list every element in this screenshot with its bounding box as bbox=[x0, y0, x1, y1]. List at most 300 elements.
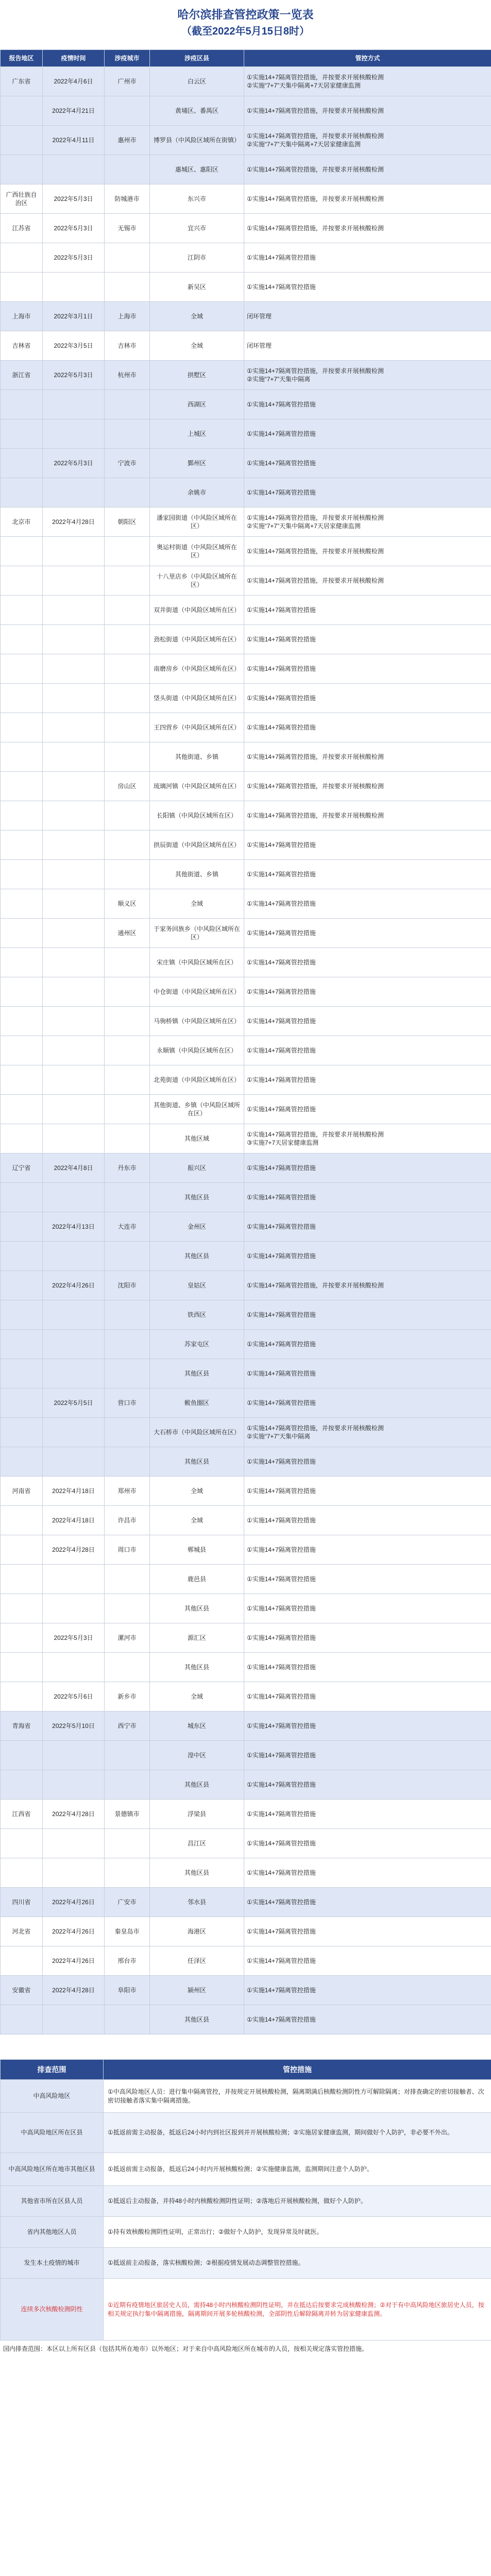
measure-line-1: ①实施14+7隔离管控措施 bbox=[247, 1194, 316, 1201]
cell-city bbox=[105, 860, 150, 889]
measure-line-1: ①实施14+7隔离管控措施 bbox=[247, 401, 316, 408]
cell-region: 广东省 bbox=[1, 67, 43, 96]
section-gap bbox=[0, 2035, 491, 2059]
measures-scope: 中高风险地区所在地市其他区县 bbox=[1, 2153, 104, 2186]
cell-date bbox=[43, 1242, 105, 1271]
cell-measure bbox=[244, 1212, 491, 1242]
measure-line-1: ①实施14+7隔离管控措施 bbox=[247, 1928, 316, 1935]
cell-measure bbox=[244, 1946, 491, 1976]
cell-city bbox=[105, 1242, 150, 1271]
measure-line-1: ①实施14+7隔离管控措施 bbox=[247, 489, 316, 496]
cell-city: 西宁市 bbox=[105, 1711, 150, 1741]
measure-line-1: ①实施14+7隔离管控措施，并按要求开展核酸检测 bbox=[247, 577, 384, 584]
cell-city: 景德镇市 bbox=[105, 1800, 150, 1829]
measure-line-1: ①实施14+7隔离管控措施 bbox=[247, 636, 316, 643]
measures-scope: 发生本土疫情的城市 bbox=[1, 2248, 104, 2279]
cell-date bbox=[43, 566, 105, 596]
table-row bbox=[1, 1388, 491, 1418]
cell-city bbox=[105, 742, 150, 772]
measure-line-1: ①实施14+7隔离管控措施 bbox=[247, 1752, 316, 1759]
cell-region bbox=[1, 1946, 43, 1976]
cell-measure bbox=[244, 1183, 491, 1212]
cell-region bbox=[1, 977, 43, 1007]
cell-area: 惠城区、惠阳区 bbox=[150, 155, 244, 184]
cell-city bbox=[105, 1007, 150, 1036]
table-row bbox=[1, 977, 491, 1007]
cell-city bbox=[105, 1300, 150, 1330]
table-row bbox=[1, 1065, 491, 1095]
cell-area: 奥运村街道（中风险区域所在区） bbox=[150, 537, 244, 566]
cell-date bbox=[43, 1007, 105, 1036]
cell-date bbox=[43, 1594, 105, 1623]
cell-area: 上城区 bbox=[150, 419, 244, 449]
cell-region: 江西省 bbox=[1, 1800, 43, 1829]
cell-date: 2022年4月13日 bbox=[43, 1212, 105, 1242]
cell-area: 其他街道、乡镇 bbox=[150, 742, 244, 772]
measures-header-action: 管控措施 bbox=[104, 2060, 491, 2080]
cell-measure bbox=[244, 1388, 491, 1418]
cell-city bbox=[105, 831, 150, 860]
measure-line-1: ①实施14+7隔离管控措施 bbox=[247, 1252, 316, 1260]
cell-measure bbox=[244, 184, 491, 214]
measure-line-1: ①实施14+7隔离管控措施 bbox=[247, 694, 316, 702]
cell-measure bbox=[244, 1036, 491, 1065]
measures-row bbox=[1, 2217, 491, 2248]
measure-line-1: ①实施14+7隔离管控措施 bbox=[247, 1605, 316, 1612]
cell-measure bbox=[244, 831, 491, 860]
table-row bbox=[1, 1477, 491, 1506]
cell-region bbox=[1, 889, 43, 919]
cell-area: 鹿邑县 bbox=[150, 1565, 244, 1594]
measure-line-1: ①实施14+7隔离管控措施 bbox=[247, 1664, 316, 1671]
cell-city bbox=[105, 977, 150, 1007]
table-row bbox=[1, 625, 491, 654]
cell-date: 2022年4月28日 bbox=[43, 1976, 105, 2005]
table-row bbox=[1, 96, 491, 126]
cell-region: 上海市 bbox=[1, 302, 43, 331]
measure-line-1: ①实施14+7隔离管控措施 bbox=[247, 1223, 316, 1230]
cell-measure bbox=[244, 96, 491, 126]
cell-measure bbox=[244, 1330, 491, 1359]
cell-region bbox=[1, 243, 43, 273]
cell-date: 2022年4月11日 bbox=[43, 126, 105, 155]
cell-city bbox=[105, 1565, 150, 1594]
cell-date bbox=[43, 1095, 105, 1124]
cell-measure bbox=[244, 625, 491, 654]
cell-date: 2022年3月1日 bbox=[43, 302, 105, 331]
measure-line-1: ①实施14+7隔离管控措施 bbox=[247, 988, 316, 995]
table-row bbox=[1, 507, 491, 537]
cell-city bbox=[105, 625, 150, 654]
table-row bbox=[1, 361, 491, 390]
cell-date: 2022年5月3日 bbox=[43, 1623, 105, 1653]
cell-date bbox=[43, 1565, 105, 1594]
measures-row bbox=[1, 2113, 491, 2153]
table-row bbox=[1, 1212, 491, 1242]
measure-line-1: ①实施14+7隔离管控措施，并按要求开展核酸检测 bbox=[247, 195, 384, 202]
cell-area: 振兴区 bbox=[150, 1154, 244, 1183]
measure-line-1: ①实施14+7隔离管控措施，并按要求开展核酸检测 bbox=[247, 225, 384, 232]
cell-region bbox=[1, 742, 43, 772]
cell-city: 朝阳区 bbox=[105, 507, 150, 537]
cell-date bbox=[43, 1183, 105, 1212]
cell-city: 郑州市 bbox=[105, 1477, 150, 1506]
measures-scope: 省内其他地区人员 bbox=[1, 2217, 104, 2248]
table-row bbox=[1, 449, 491, 478]
cell-measure bbox=[244, 390, 491, 419]
cell-area: 其他区域 bbox=[150, 1124, 244, 1154]
table-row bbox=[1, 302, 491, 331]
cell-region bbox=[1, 860, 43, 889]
cell-measure bbox=[244, 1623, 491, 1653]
cell-area: 其他区县 bbox=[150, 1183, 244, 1212]
cell-city bbox=[105, 273, 150, 302]
measures-action: ①持有效核酸检测阴性证明，正常出行；②做好个人防护，发现异常及时就医。 bbox=[104, 2217, 491, 2248]
cell-area: 其他区县 bbox=[150, 1858, 244, 1888]
cell-measure bbox=[244, 1359, 491, 1388]
cell-date bbox=[43, 948, 105, 977]
cell-region bbox=[1, 1124, 43, 1154]
cell-area: 潘家园街道（中风险区域所在区） bbox=[150, 507, 244, 537]
measure-line-1: ①实施14+7隔离管控措施 bbox=[247, 1399, 316, 1406]
cell-region: 北京市 bbox=[1, 507, 43, 537]
cell-area: 永顺镇（中风险区域所在区） bbox=[150, 1036, 244, 1065]
cell-city bbox=[105, 155, 150, 184]
cell-date bbox=[43, 273, 105, 302]
table-row bbox=[1, 1623, 491, 1653]
cell-city bbox=[105, 566, 150, 596]
cell-city: 房山区 bbox=[105, 772, 150, 801]
measure-line-1: ①实施14+7隔离管控措施 bbox=[247, 430, 316, 437]
cell-measure bbox=[244, 243, 491, 273]
measures-header-row bbox=[1, 2060, 491, 2080]
table-row bbox=[1, 331, 491, 361]
cell-date bbox=[43, 713, 105, 742]
cell-city: 吉林市 bbox=[105, 331, 150, 361]
cell-region bbox=[1, 1565, 43, 1594]
table-row bbox=[1, 419, 491, 449]
measures-action: ①抵返后主动报备，并持48小时内核酸检测阴性证明；②落地后开展核酸检测，做好个人防护。 bbox=[104, 2186, 491, 2217]
cell-measure bbox=[244, 1300, 491, 1330]
measure-line-1: ①实施14+7隔离管控措施 bbox=[247, 1370, 316, 1377]
cell-area: 任泽区 bbox=[150, 1946, 244, 1976]
table-row bbox=[1, 919, 491, 948]
cell-date bbox=[43, 1300, 105, 1330]
measure-line-1: ①实施14+7隔离管控措施 bbox=[247, 1810, 316, 1818]
cell-region: 河北省 bbox=[1, 1917, 43, 1946]
cell-city bbox=[105, 596, 150, 625]
measure-line-1: ①实施14+7隔离管控措施 bbox=[247, 900, 316, 907]
cell-region bbox=[1, 1330, 43, 1359]
cell-region: 辽宁省 bbox=[1, 1154, 43, 1183]
cell-area: 铁西区 bbox=[150, 1300, 244, 1330]
cell-region: 浙江省 bbox=[1, 361, 43, 390]
table-row bbox=[1, 742, 491, 772]
measure-line-1: ①实施14+7隔离管控措施，并按要求开展核酸检测 bbox=[247, 107, 384, 114]
cell-date bbox=[43, 2005, 105, 2035]
cell-area: 其他街道、乡镇（中风险区域所在区） bbox=[150, 1095, 244, 1124]
table-row bbox=[1, 596, 491, 625]
measures-scope: 中高风险地区所在区县 bbox=[1, 2113, 104, 2153]
measure-line-1: ①实施14+7隔离管控措施，并按要求开展核酸检测 bbox=[247, 1131, 384, 1138]
cell-area: 全域 bbox=[150, 889, 244, 919]
cell-date bbox=[43, 919, 105, 948]
cell-date: 2022年4月26日 bbox=[43, 1946, 105, 1976]
cell-date bbox=[43, 1124, 105, 1154]
cell-date bbox=[43, 596, 105, 625]
measure-line-1: ①实施14+7隔离管控措施，并按要求开展核酸检测 bbox=[247, 166, 384, 173]
cell-area: 全域 bbox=[150, 1477, 244, 1506]
table-row bbox=[1, 1271, 491, 1300]
measures-action: ①抵返前需主动报备，抵返后24小时内到社区报到并开展核酸检测；②实施居家健康监测，期间做好个人防护，非必要不外出。 bbox=[104, 2113, 491, 2153]
cell-measure bbox=[244, 1976, 491, 2005]
table-row bbox=[1, 1330, 491, 1359]
cell-measure bbox=[244, 537, 491, 566]
table-row bbox=[1, 684, 491, 713]
cell-date: 2022年5月3日 bbox=[43, 361, 105, 390]
cell-measure bbox=[244, 1888, 491, 1917]
measure-line-1: ①实施14+7隔离管控措施，并按要求开展核酸检测 bbox=[247, 132, 384, 140]
cell-region bbox=[1, 831, 43, 860]
cell-city bbox=[105, 1594, 150, 1623]
cell-city: 秦皇岛市 bbox=[105, 1917, 150, 1946]
cell-area: 西湖区 bbox=[150, 390, 244, 419]
measure-line-1: ①实施14+7隔离管控措施 bbox=[247, 254, 316, 261]
measure-line-1: ①实施14+7隔离管控措施 bbox=[247, 1634, 316, 1641]
table-row bbox=[1, 1917, 491, 1946]
cell-city bbox=[105, 1653, 150, 1682]
cell-region bbox=[1, 390, 43, 419]
cell-measure bbox=[244, 1829, 491, 1858]
cell-date bbox=[43, 860, 105, 889]
table-row bbox=[1, 1741, 491, 1770]
table-row bbox=[1, 214, 491, 243]
cell-date: 2022年4月18日 bbox=[43, 1477, 105, 1506]
cell-region bbox=[1, 801, 43, 831]
measure-line-1: ①实施14+7隔离管控措施，并按要求开展核酸检测 bbox=[247, 74, 384, 81]
cell-measure bbox=[244, 155, 491, 184]
cell-city bbox=[105, 1036, 150, 1065]
cell-region bbox=[1, 1271, 43, 1300]
cell-region bbox=[1, 1359, 43, 1388]
cell-region: 安徽省 bbox=[1, 1976, 43, 2005]
table-row bbox=[1, 948, 491, 977]
cell-measure bbox=[244, 1506, 491, 1535]
cell-city bbox=[105, 1330, 150, 1359]
table-row bbox=[1, 1800, 491, 1829]
table-row bbox=[1, 1359, 491, 1388]
cell-area: 全域 bbox=[150, 1506, 244, 1535]
cell-city: 阜阳市 bbox=[105, 1976, 150, 2005]
header-region: 报告地区 bbox=[1, 50, 43, 67]
cell-measure bbox=[244, 860, 491, 889]
measure-line-1: ①实施14+7隔离管控措施 bbox=[247, 1575, 316, 1583]
cell-region bbox=[1, 537, 43, 566]
measure-line-1: ①实施14+7隔离管控措施 bbox=[247, 1693, 316, 1700]
cell-date bbox=[43, 1770, 105, 1800]
table-row bbox=[1, 889, 491, 919]
cell-region bbox=[1, 625, 43, 654]
cell-area: 双井街道（中风险区域所在区） bbox=[150, 596, 244, 625]
measure-line-2: ②实施“7+7”天集中隔离 bbox=[247, 376, 311, 383]
cell-date bbox=[43, 1359, 105, 1388]
cell-date bbox=[43, 977, 105, 1007]
cell-city bbox=[105, 1065, 150, 1095]
table-row bbox=[1, 772, 491, 801]
measure-line-1: ①实施14+7隔离管控措施 bbox=[247, 1869, 316, 1876]
cell-region bbox=[1, 1623, 43, 1653]
measure-line-1: ①实施14+7隔离管控措施 bbox=[247, 1899, 316, 1906]
cell-city: 惠州市 bbox=[105, 126, 150, 155]
measure-line-1: ①实施14+7隔离管控措施 bbox=[247, 1546, 316, 1553]
cell-city bbox=[105, 948, 150, 977]
cell-region bbox=[1, 1506, 43, 1535]
cell-city bbox=[105, 1124, 150, 1154]
cell-date bbox=[43, 419, 105, 449]
cell-measure bbox=[244, 742, 491, 772]
cell-measure bbox=[244, 361, 491, 390]
cell-area: 大石桥市（中风险区域所在区） bbox=[150, 1418, 244, 1447]
cell-area: 源汇区 bbox=[150, 1623, 244, 1653]
cell-area: 城东区 bbox=[150, 1711, 244, 1741]
cell-city: 上海市 bbox=[105, 302, 150, 331]
cell-area: 博罗县（中风险区域所在街镇） bbox=[150, 126, 244, 155]
cell-area: 北苑街道（中风险区域所在区） bbox=[150, 1065, 244, 1095]
cell-measure bbox=[244, 1477, 491, 1506]
cell-date bbox=[43, 1741, 105, 1770]
cell-measure bbox=[244, 126, 491, 155]
cell-region bbox=[1, 1418, 43, 1447]
measure-line-1: ①实施14+7隔离管控措施 bbox=[247, 871, 316, 878]
cell-measure bbox=[244, 1418, 491, 1447]
measure-line-1: ①实施14+7隔离管控措施 bbox=[247, 1487, 316, 1495]
cell-measure bbox=[244, 772, 491, 801]
cell-area: 海港区 bbox=[150, 1917, 244, 1946]
cell-city: 丹东市 bbox=[105, 1154, 150, 1183]
measures-action: ①近期有疫情地区旅居史人员，需持48小时内核酸检测阴性证明，并在抵达后按要求完成核酸检测；②对于有中高风险地区旅居史人员，按相关规定执行集中隔离措施，隔离期间开展多轮核酸检测，全部阴性后解除隔离并转为居家健康监测。 bbox=[104, 2279, 491, 2341]
measure-line-1: ①实施14+7隔离管控措施，并按要求开展核酸检测 bbox=[247, 753, 384, 760]
cell-date bbox=[43, 625, 105, 654]
cell-city: 无锡市 bbox=[105, 214, 150, 243]
measure-line-1: ①实施14+7隔离管控措施 bbox=[247, 1517, 316, 1524]
cell-measure bbox=[244, 889, 491, 919]
cell-area: 湟中区 bbox=[150, 1741, 244, 1770]
cell-region bbox=[1, 1388, 43, 1418]
cell-measure bbox=[244, 654, 491, 684]
table-row bbox=[1, 1829, 491, 1858]
measure-line-1: ①实施14+7隔离管控措施 bbox=[247, 1840, 316, 1847]
cell-date bbox=[43, 801, 105, 831]
table-row bbox=[1, 1535, 491, 1565]
cell-date bbox=[43, 1418, 105, 1447]
measure-line-1: ①实施14+7隔离管控措施 bbox=[247, 1047, 316, 1054]
cell-area: 其他区县 bbox=[150, 1770, 244, 1800]
table-row bbox=[1, 1653, 491, 1682]
cell-region: 四川省 bbox=[1, 1888, 43, 1917]
measures-scope: 其他省市所在区县人员 bbox=[1, 2186, 104, 2217]
cell-date: 2022年5月6日 bbox=[43, 1682, 105, 1711]
table-row bbox=[1, 184, 491, 214]
table-row bbox=[1, 831, 491, 860]
cell-area: 新吴区 bbox=[150, 273, 244, 302]
table-row bbox=[1, 1242, 491, 1271]
cell-date bbox=[43, 831, 105, 860]
table-row bbox=[1, 155, 491, 184]
measures-row bbox=[1, 2186, 491, 2217]
measure-line-2: ②实施“7+7”天集中隔离+7天居家健康监测 bbox=[247, 141, 361, 148]
cell-area: 其他区县 bbox=[150, 2005, 244, 2035]
cell-city bbox=[105, 1447, 150, 1477]
cell-date bbox=[43, 1447, 105, 1477]
cell-area: 黄埔区、番禺区 bbox=[150, 96, 244, 126]
cell-city: 广州市 bbox=[105, 67, 150, 96]
cell-area: 其他区县 bbox=[150, 1447, 244, 1477]
cell-city bbox=[105, 419, 150, 449]
measure-line-1: ①实施14+7隔离管控措施 bbox=[247, 1076, 316, 1083]
cell-measure bbox=[244, 331, 491, 361]
cell-area: 昌江区 bbox=[150, 1829, 244, 1858]
cell-area: 鲅鱼圈区 bbox=[150, 1388, 244, 1418]
measure-line-1: ①实施14+7隔离管控措施，并按要求开展核酸检测 bbox=[247, 367, 384, 375]
measure-line-1: ①实施14+7隔离管控措施，并按要求开展核酸检测 bbox=[247, 812, 384, 819]
measures-header-scope: 排查范围 bbox=[1, 2060, 104, 2080]
table-row bbox=[1, 713, 491, 742]
cell-region bbox=[1, 155, 43, 184]
cell-area: 拱辰街道（中风险区域所在区） bbox=[150, 831, 244, 860]
table-row bbox=[1, 243, 491, 273]
measure-line-1: ①实施14+7隔离管控措施 bbox=[247, 841, 316, 849]
cell-date: 2022年4月26日 bbox=[43, 1917, 105, 1946]
cell-date bbox=[43, 889, 105, 919]
cell-measure bbox=[244, 566, 491, 596]
cell-measure bbox=[244, 684, 491, 713]
cell-measure bbox=[244, 1917, 491, 1946]
table-row bbox=[1, 390, 491, 419]
cell-area: 劲松街道（中风险区域所在区） bbox=[150, 625, 244, 654]
footnote: 国内排查范围：本区以上所有区县（包括其所在地市）以外地区；对于来自中高风险地区所在城市的人员，按相关规定落实管控措施。 bbox=[3, 2345, 368, 2352]
cell-region: 江苏省 bbox=[1, 214, 43, 243]
cell-measure bbox=[244, 1770, 491, 1800]
table-row bbox=[1, 1124, 491, 1154]
table-row bbox=[1, 1506, 491, 1535]
cell-date bbox=[43, 654, 105, 684]
cell-city bbox=[105, 1418, 150, 1447]
cell-city bbox=[105, 684, 150, 713]
cell-measure bbox=[244, 1124, 491, 1154]
cell-region: 青海省 bbox=[1, 1711, 43, 1741]
measure-line-1: ①实施14+7隔离管控措施，并按要求开展核酸检测 bbox=[247, 783, 384, 790]
cell-area: 颍州区 bbox=[150, 1976, 244, 2005]
cell-region bbox=[1, 1741, 43, 1770]
table-row bbox=[1, 1711, 491, 1741]
cell-region bbox=[1, 1183, 43, 1212]
measure-line-1: ①实施14+7隔离管控措施 bbox=[247, 1957, 316, 1964]
cell-area: 于家务回族乡（中风险区域所在区） bbox=[150, 919, 244, 948]
cell-city bbox=[105, 1858, 150, 1888]
cell-date: 2022年4月26日 bbox=[43, 1271, 105, 1300]
table-row bbox=[1, 537, 491, 566]
cell-region bbox=[1, 1212, 43, 1242]
table-row bbox=[1, 1976, 491, 2005]
cell-measure bbox=[244, 1065, 491, 1095]
cell-area: 苏家屯区 bbox=[150, 1330, 244, 1359]
cell-city bbox=[105, 1770, 150, 1800]
table-row bbox=[1, 654, 491, 684]
table-row bbox=[1, 1946, 491, 1976]
cell-measure bbox=[244, 273, 491, 302]
cell-region bbox=[1, 948, 43, 977]
cell-region bbox=[1, 1770, 43, 1800]
